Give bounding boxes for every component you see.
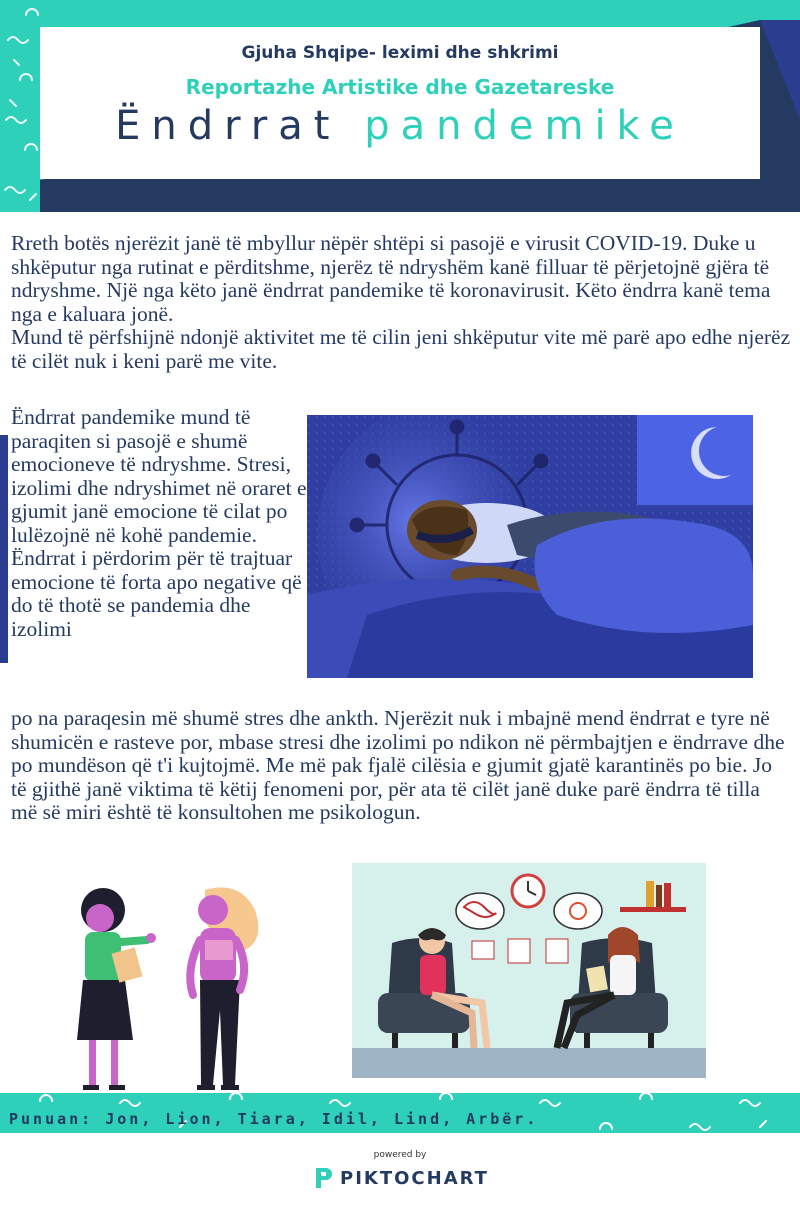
subject-heading: Gjuha Shqipe- leximi dhe shkrimi xyxy=(241,43,559,63)
page-title xyxy=(40,103,760,149)
sleeping-person-illustration xyxy=(307,415,753,678)
moon-window xyxy=(637,415,753,505)
woman-standing xyxy=(190,888,258,1091)
article-intro xyxy=(11,232,791,373)
credits-line: Punuan: Jon, Lion, Tiara, Idil, Lind, Arbër. xyxy=(9,1110,539,1128)
intro-paragraph: Rreth botës njerëzit janë të mbyllur nëpër shtëpi si pasojë e virusit COVID-19. Duke u shkëputur nga rutinat e përditshme, njerëz të ndryshëm kanë filluar të përjetojnë gjëra të ndryshme. Një nga këto janë ëndrrat pandemike të koronavirusit. Këto ëndrra kanë tema nga e kaluara jonë. xyxy=(11,231,771,326)
title-word-2: pandemike xyxy=(364,103,685,149)
decorative-side-bar xyxy=(0,435,8,663)
therapy-session-illustration xyxy=(352,863,706,1078)
calm-thoughts-bubble xyxy=(554,893,602,929)
woman-with-clipboard xyxy=(77,888,156,1090)
wrapped-paragraph: Ëndrrat pandemike mund të paraqiten si pasojë e shumë emocioneve të ndryshme. Stresi, izolimi dhe ndryshimet në oraret e gjumit janë emocione të cilat po lulëzojnë në kohë pandemie. Ëndrrat i përdorim për të trajtuar emocione të forta apo negative që do të thotë se pandemia dhe izolimi xyxy=(11,405,307,641)
powered-by-label: powered by xyxy=(373,1150,427,1160)
piktochart-brand[interactable]: PIKTOCHART xyxy=(340,1168,489,1189)
title-card xyxy=(40,27,760,179)
two-women-illustration xyxy=(55,880,295,1095)
title-word-1: Ëndrrat xyxy=(115,103,341,149)
clock-icon xyxy=(512,875,544,907)
subtitle-heading: Reportazhe Artistike dhe Gazetareske xyxy=(185,75,615,99)
tangled-thoughts-bubble xyxy=(456,893,504,929)
continuation-paragraph: po na paraqesin më shumë stres dhe ankth. Njerëzit nuk i mbajnë mend ëndrrat e tyre në shumicën e rasteve por, mbase stresi dhe izolimi po ndikon në përmbajtjen e ëndrrave dhe po mundëson që t'i kujtojmë. Me më pak fjalë cilësia e gjumit gjatë karantinës po bie. Jo të gjithë janë viktima të këtij fenomeni por, për ata të cilët janë duke parë ëndrra të tilla më së miri është të konsultohen me psikologun. xyxy=(11,706,785,824)
intro-paragraph-2: Mund të përfshijnë ndonjë aktivitet me të cilin jeni shkëputur vite më parë apo edhe njerëz të cilët nuk i keni parë me vite. xyxy=(11,325,791,373)
piktochart-logo-icon[interactable] xyxy=(312,1166,334,1190)
